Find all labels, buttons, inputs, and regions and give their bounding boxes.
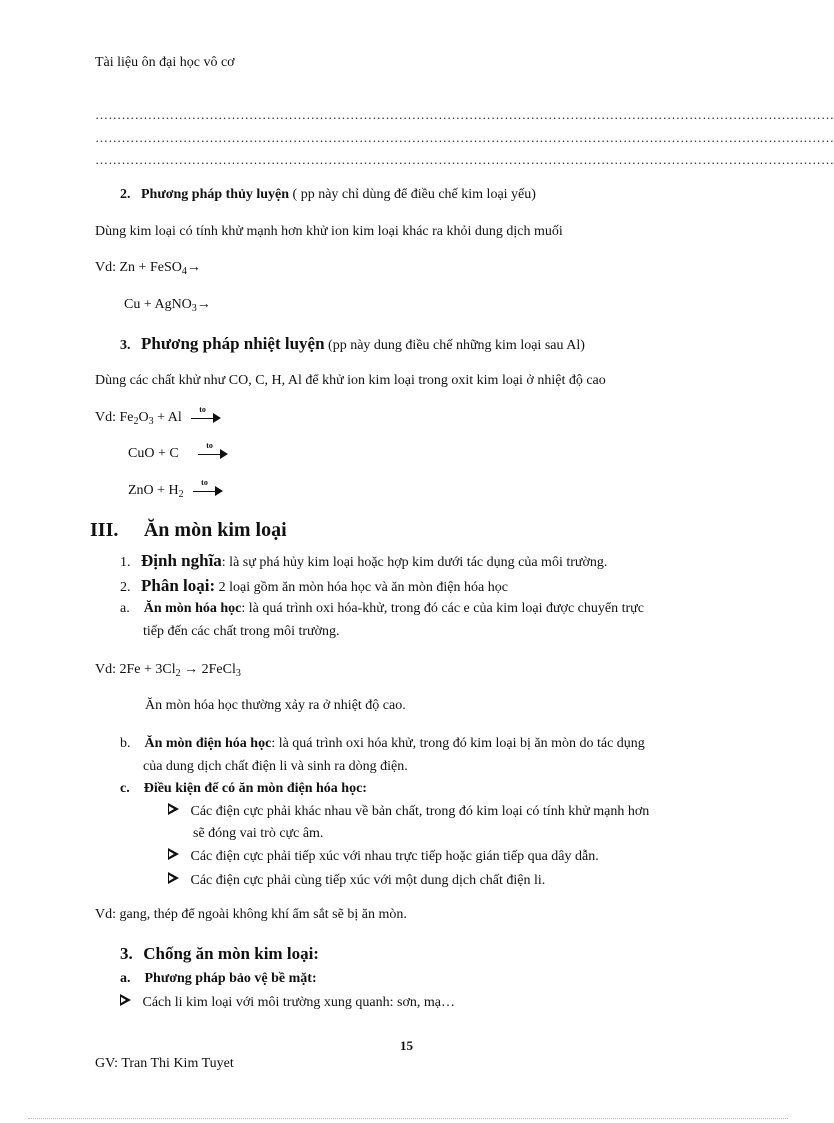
footer-author: GV: Tran Thi Kim Tuyet (95, 1056, 234, 1071)
heading-number: 2. (120, 187, 131, 202)
equation (95, 260, 201, 276)
arrow-bullet-icon (168, 848, 179, 860)
bullet-text: Các điện cực phải cùng tiếp xúc với một dung dịch chất điện li. (190, 873, 546, 888)
bullet-text: Các điện cực phải khác nhau về bản chất, trong đó kim loại có tính khử mạnh hơn (190, 804, 650, 819)
eq-sub: 3 (148, 416, 154, 427)
heading-title: Phương pháp nhiệt luyện (141, 334, 325, 353)
eq-text: → 2FeCl (180, 662, 236, 677)
eq-text: + Al (153, 410, 182, 425)
heading-note: (pp này dung điều chế những kim loại sau Al) (324, 338, 585, 353)
eq-sub: 2 (175, 668, 181, 679)
eq-sub: 3 (235, 668, 241, 679)
eq-text: Vd: Fe (95, 410, 134, 425)
item-text: : là quá trình oxi hóa khử, trong đó kim loại bị ăn mòn do tác dụng (271, 736, 645, 751)
bullet-text-cont: sẽ đóng vai trò cực âm. (193, 826, 324, 841)
equation (128, 477, 223, 500)
arrow-symbol: → (186, 260, 201, 275)
list-item (120, 971, 317, 987)
item-text-cont: tiếp đến các chất trong môi trường. (143, 624, 340, 639)
item-title: Ăn mòn điện hóa học (144, 736, 272, 751)
paragraph: Vd: gang, thép để ngoài không khí ẩm sắt sẽ bị ăn mòn. (95, 907, 407, 922)
equation (95, 404, 221, 427)
bullet-item (120, 994, 455, 1011)
bullet-item (168, 803, 649, 820)
item-letter: b. (120, 736, 131, 751)
eq-text: O (138, 410, 149, 425)
eq-sub: 3 (191, 303, 197, 314)
eq-text: Vd: Zn + FeSO (95, 260, 182, 275)
paragraph: Dùng các chất khử như CO, C, H, Al để khử ion kim loại trong oxit kim loại ở nhiệt độ cao (95, 373, 606, 388)
equation (95, 662, 241, 678)
arrow-bullet-icon (168, 803, 179, 815)
heat-arrow-icon: to (193, 485, 223, 497)
bullet-text: Cách li kim loại với môi trường xung quanh: sơn, mạ… (142, 995, 455, 1010)
list-item (120, 736, 645, 752)
list-item (120, 944, 319, 964)
item-title: Điều kiện để có ăn mòn điện hóa học: (143, 781, 367, 796)
eq-sub: 2 (178, 489, 184, 500)
item-text: 2 loại gồm ăn mòn hóa học và ăn mòn điện hóa học (215, 580, 508, 595)
page-number: 15 (400, 1038, 413, 1053)
equation (128, 440, 228, 462)
bullet-text: Các điện cực phải tiếp xúc với nhau trực tiếp hoặc gián tiếp qua dây dẫn. (190, 849, 599, 864)
eq-sub: 4 (181, 266, 187, 277)
bullet-item (168, 872, 545, 889)
item-number: 2. (120, 580, 131, 595)
item-title: Ăn mòn hóa học (143, 601, 242, 616)
eq-text: CuO + C (128, 446, 179, 461)
item-text: : là sự phá hủy kim loại hoặc hợp kim dưới tác dụng của môi trường. (221, 555, 608, 570)
item-title: Chống ăn mòn kim loại: (143, 944, 319, 963)
item-letter: c. (120, 781, 130, 796)
eq-text: Vd: 2Fe + 3Cl (95, 662, 176, 677)
heading-number: 3. (120, 338, 131, 353)
footer-divider (28, 1118, 788, 1119)
paragraph: Ăn mòn hóa học thường xảy ra ở nhiệt độ cao. (145, 698, 406, 713)
eq-text: Cu + AgNO (124, 297, 192, 312)
equation (124, 297, 211, 313)
item-number: 3. (120, 944, 133, 963)
list-item (120, 781, 367, 797)
header-title: Tài liệu ôn đại học vô cơ (95, 55, 235, 70)
item-letter: a. (120, 971, 131, 986)
eq-sub: 2 (133, 416, 139, 427)
arrow-symbol: → (196, 297, 211, 312)
arrow-bullet-icon (120, 994, 131, 1006)
paragraph: Dùng kim loại có tính khử mạnh hơn khử ion kim loại khác ra khỏi dung dịch muối (95, 224, 563, 239)
section-title: Ăn mòn kim loại (143, 519, 287, 541)
item-letter: a. (120, 601, 130, 616)
heat-arrow-icon: to (198, 448, 228, 460)
dotted-line: …………………………………………………………………………………………………………………………………………………… (95, 152, 834, 167)
heading-nhiet-luyen (120, 334, 585, 354)
section-heading-iii (90, 519, 287, 542)
list-item (120, 601, 644, 617)
heading-title: Phương pháp thủy luyện (141, 187, 290, 202)
item-text-cont: của dung dịch chất điện li và sinh ra dòng điện. (143, 759, 408, 774)
roman-numeral: III. (90, 519, 119, 541)
bullet-item (168, 848, 599, 865)
item-title: Định nghĩa (141, 551, 222, 570)
dotted-line: …………………………………………………………………………………………………………………………………………………… (95, 107, 834, 122)
list-item (120, 576, 508, 596)
dotted-line: …………………………………………………………………………………………………………………………………………………… (95, 130, 834, 145)
item-title: Phương pháp bảo vệ bề mặt: (144, 971, 317, 986)
heading-thuy-luyen (120, 187, 536, 203)
item-number: 1. (120, 555, 131, 570)
arrow-bullet-icon (168, 872, 179, 884)
list-item (120, 551, 607, 571)
item-title: Phân loại: (141, 576, 216, 595)
item-text: : là quá trình oxi hóa-khử, trong đó các e của kim loại được chuyển trực (241, 601, 644, 616)
heading-note: ( pp này chỉ dùng để điều chế kim loại yếu) (289, 187, 536, 202)
eq-text: ZnO + H (128, 483, 179, 498)
heat-arrow-icon: to (191, 412, 221, 424)
